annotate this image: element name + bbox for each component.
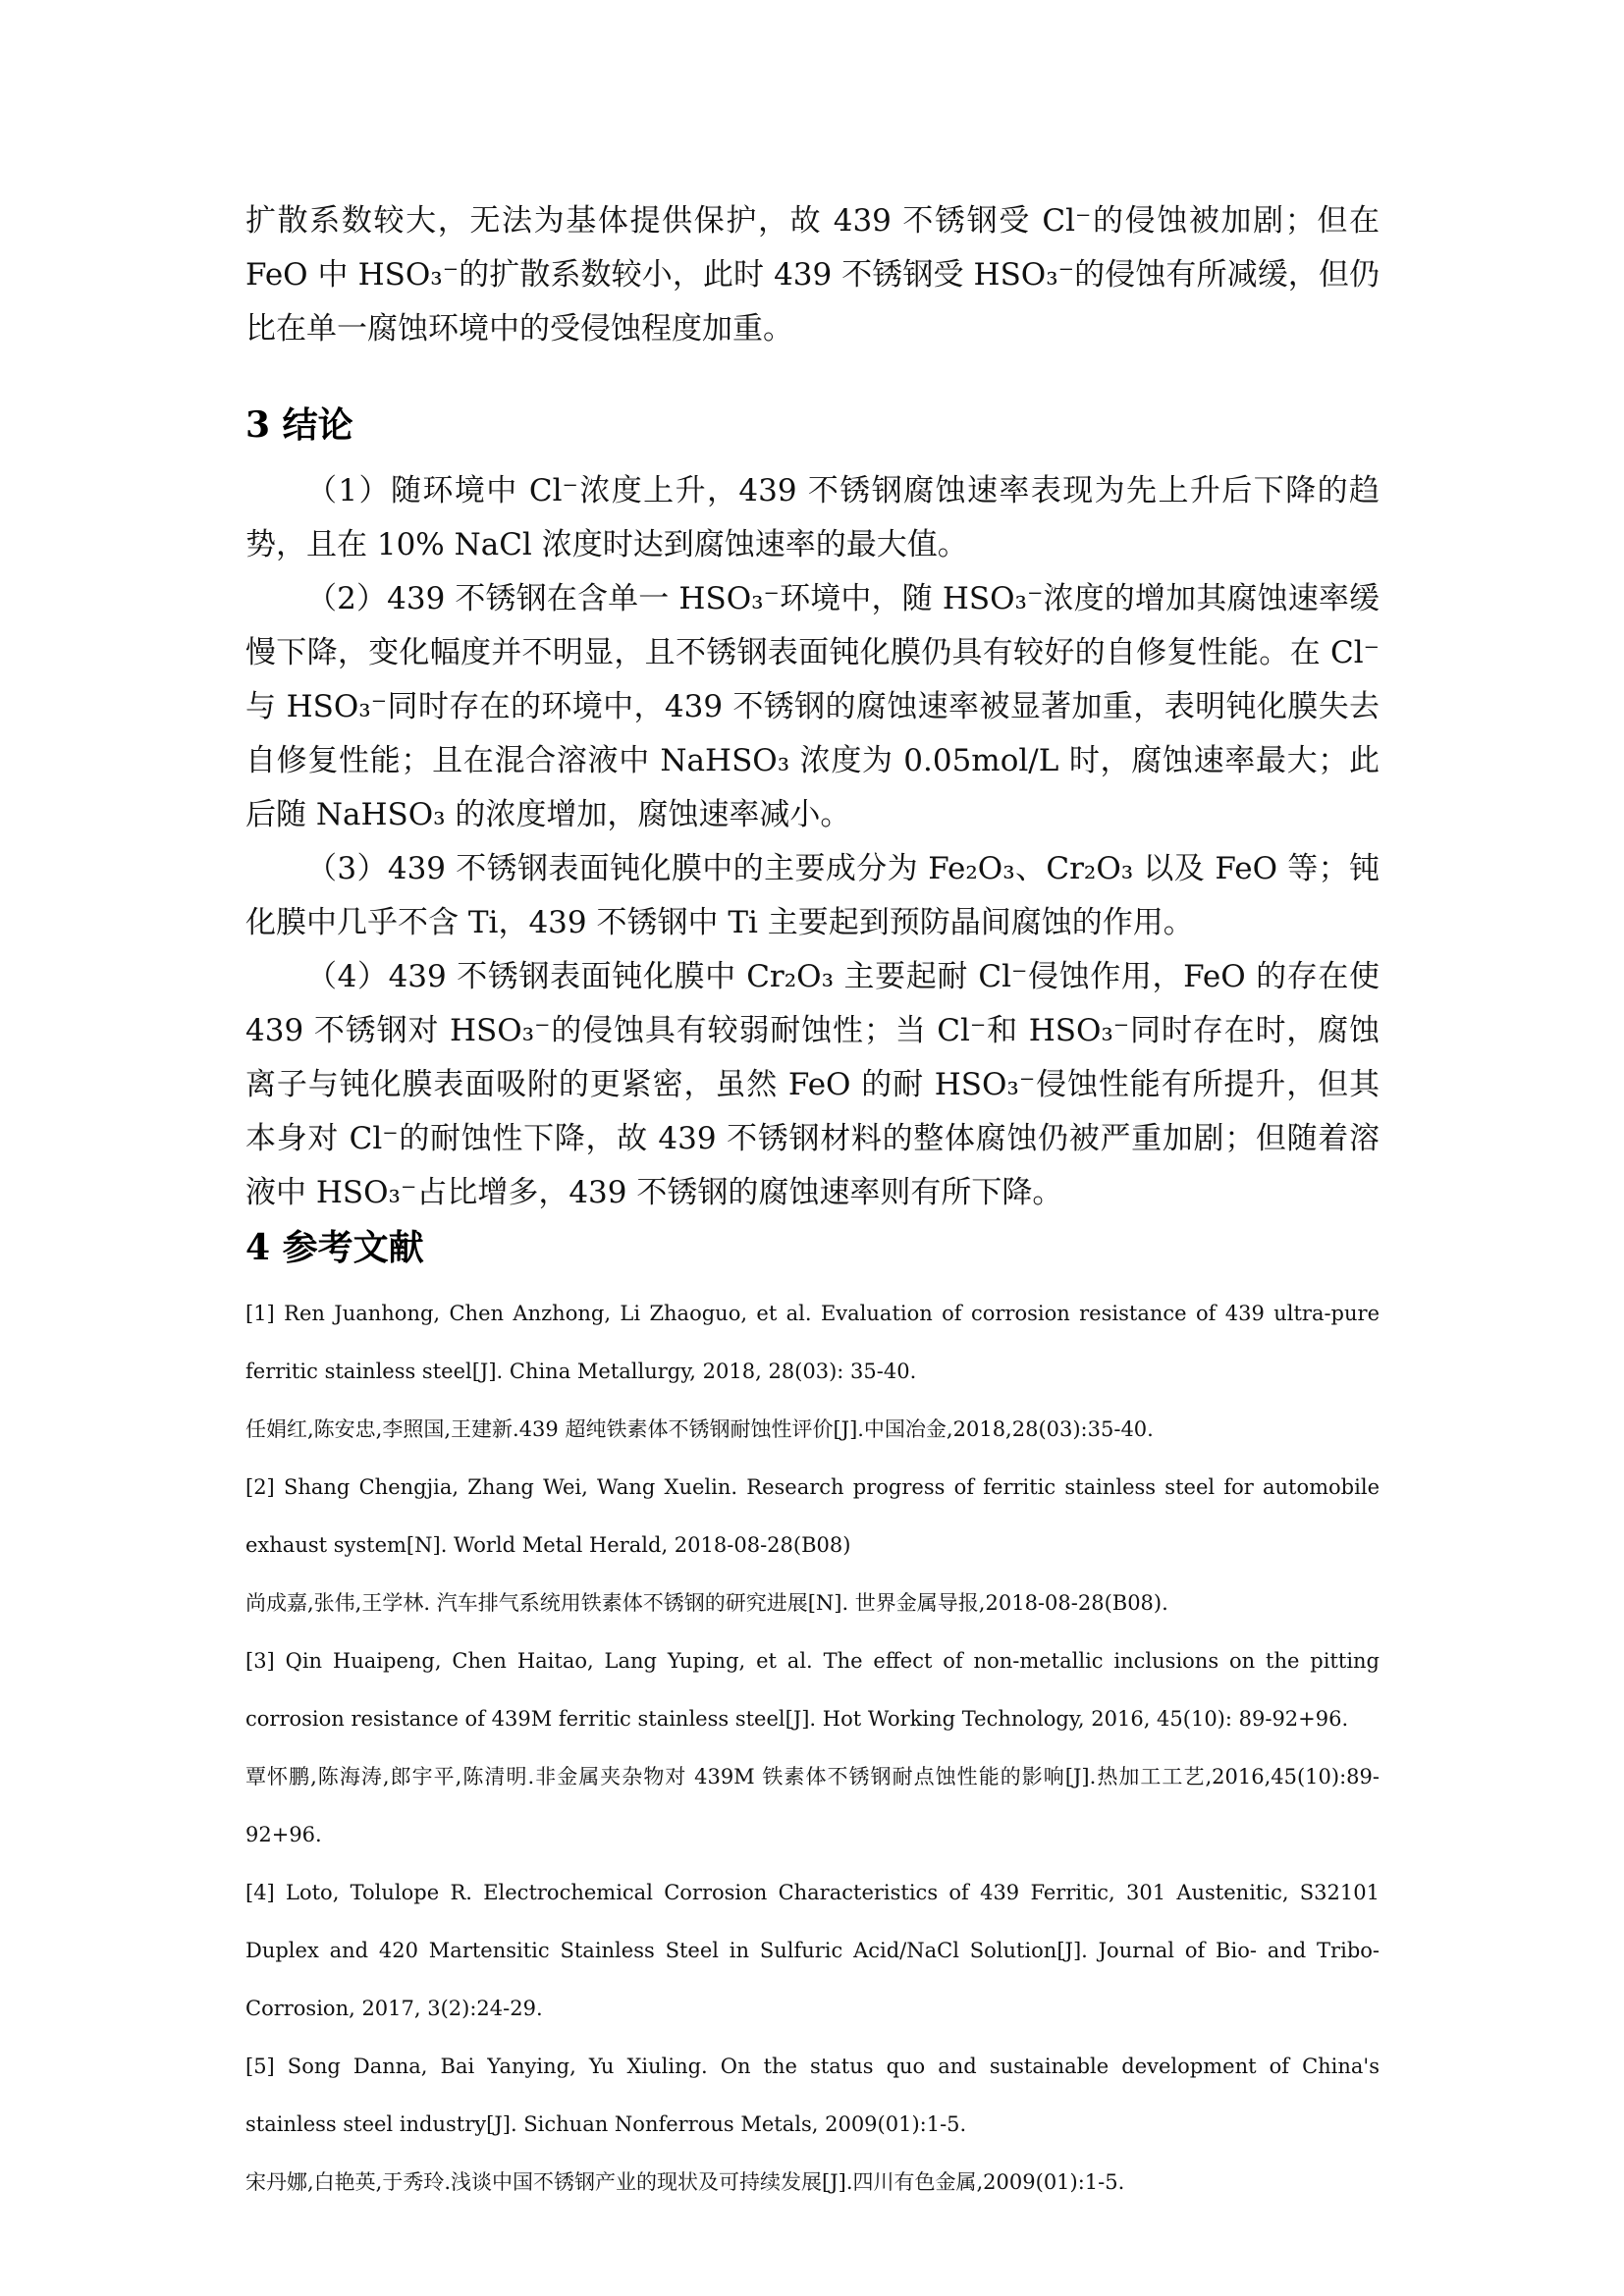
conclusion-item-3: （3）439 不锈钢表面钝化膜中的主要成分为 Fe₂O₃、Cr₂O₃ 以及 FeO 等；钝化膜中几乎不含 Ti，439 不锈钢中 Ti 主要起到预防晶间腐蚀的作用。 bbox=[245, 851, 1380, 940]
reference-entry-3-zh: 覃怀鹏,陈海涛,郎宇平,陈清明.非金属夹杂物对 439M 铁素体不锈钢耐点蚀性能的影响[J].热加工工艺,2016,45(10):89-92+96. bbox=[245, 1765, 1380, 1846]
reference-entry-5-en: [5] Song Danna, Bai Yanying, Yu Xiuling. On the status quo and sustainable development of China's stainless steel industry[J]. Sichuan Nonferrous Metals, 2009(01):1-5. bbox=[245, 2055, 1380, 2136]
reference-entry-2-zh: 尚成嘉,张伟,王学林. 汽车排气系统用铁素体不锈钢的研究进展[N]. 世界金属导报,2018-08-28(B08). bbox=[245, 1591, 1168, 1615]
conclusion-item-2: （2）439 不锈钢在含单一 HSO₃⁻环境中，随 HSO₃⁻浓度的增加其腐蚀速率缓慢下降，变化幅度并不明显，且不锈钢表面钝化膜仍具有较好的自修复性能。在 Cl⁻与 HSO₃⁻同时存在的环境中，439 不锈钢的腐蚀速率被显著加重，表明钝化膜失去自修复性能；且在混合溶液中 NaHSO₃ 浓度为 0.05mol/L 时，腐蚀速率最大；此后随 NaHSO₃ 的浓度增加，腐蚀速率减小。 bbox=[245, 581, 1380, 832]
reference-entry-2-en: [2] Shang Chengjia, Zhang Wei, Wang Xuelin. Research progress of ferritic stainless steel for automobile exhaust system[N]. World Metal Herald, 2018-08-28(B08) bbox=[245, 1475, 1380, 1557]
reference-entry-1-en: [1] Ren Juanhong, Chen Anzhong, Li Zhaoguo, et al. Evaluation of corrosion resistance of 439 ultra-pure ferritic stainless steel[J]. China Metallurgy, 2018, 28(03): 35-40. bbox=[245, 1302, 1380, 1383]
reference-entry-1-zh: 任娟红,陈安忠,李照国,王建新.439 超纯铁素体不锈钢耐蚀性评价[J].中国冶金,2018,28(03):35-40. bbox=[245, 1417, 1154, 1441]
reference-list bbox=[245, 1285, 1380, 2212]
page-content bbox=[245, 194, 1380, 2212]
conclusion-item-1: （1）随环境中 Cl⁻浓度上升，439 不锈钢腐蚀速率表现为先上升后下降的趋势，且在 10% NaCl 浓度时达到腐蚀速率的最大值。 bbox=[245, 473, 1380, 562]
conclusion-section-heading: 3 结论 bbox=[245, 404, 353, 446]
reference-entry-5-zh: 宋丹娜,白艳英,于秀玲.浅谈中国不锈钢产业的现状及可持续发展[J].四川有色金属,2009(01):1-5. bbox=[245, 2170, 1125, 2194]
reference-entry-4-en: [4] Loto, Tolulope R. Electrochemical Corrosion Characteristics of 439 Ferritic, 301 Austenitic, S32101 Duplex and 420 Martensitic Stainless Steel in Sulfuric Acid/NaCl Solution[J]. Journal of Bio- and Tribo-Corrosion, 2017, 3(2):24-29. bbox=[245, 1881, 1380, 2020]
reference-entry-3-en: [3] Qin Huaipeng, Chen Haitao, Lang Yuping, et al. The effect of non-metallic inclusions on the pitting corrosion resistance of 439M ferritic stainless steel[J]. Hot Working Technology, 2016, 45(10): 89-92+96. bbox=[245, 1649, 1380, 1731]
intro-paragraph: 扩散系数较大，无法为基体提供保护，故 439 不锈钢受 Cl⁻的侵蚀被加剧；但在 FeO 中 HSO₃⁻的扩散系数较小，此时 439 不锈钢受 HSO₃⁻的侵蚀有所减缓，但仍比在单一腐蚀环境中的受侵蚀程度加重。 bbox=[245, 203, 1380, 347]
conclusion-item-4: （4）439 不锈钢表面钝化膜中 Cr₂O₃ 主要起耐 Cl⁻侵蚀作用，FeO 的存在使 439 不锈钢对 HSO₃⁻的侵蚀具有较弱耐蚀性；当 Cl⁻和 HSO₃⁻同时存在时，腐蚀离子与钝化膜表面吸附的更紧密，虽然 FeO 的耐 HSO₃⁻侵蚀性能有所提升，但其本身对 Cl⁻的耐蚀性下降，故 439 不锈钢材料的整体腐蚀仍被严重加剧；但随着溶液中 HSO₃⁻占比增多，439 不锈钢的腐蚀速率则有所下降。 bbox=[245, 959, 1380, 1210]
references-section-heading: 4 参考文献 bbox=[245, 1227, 424, 1268]
